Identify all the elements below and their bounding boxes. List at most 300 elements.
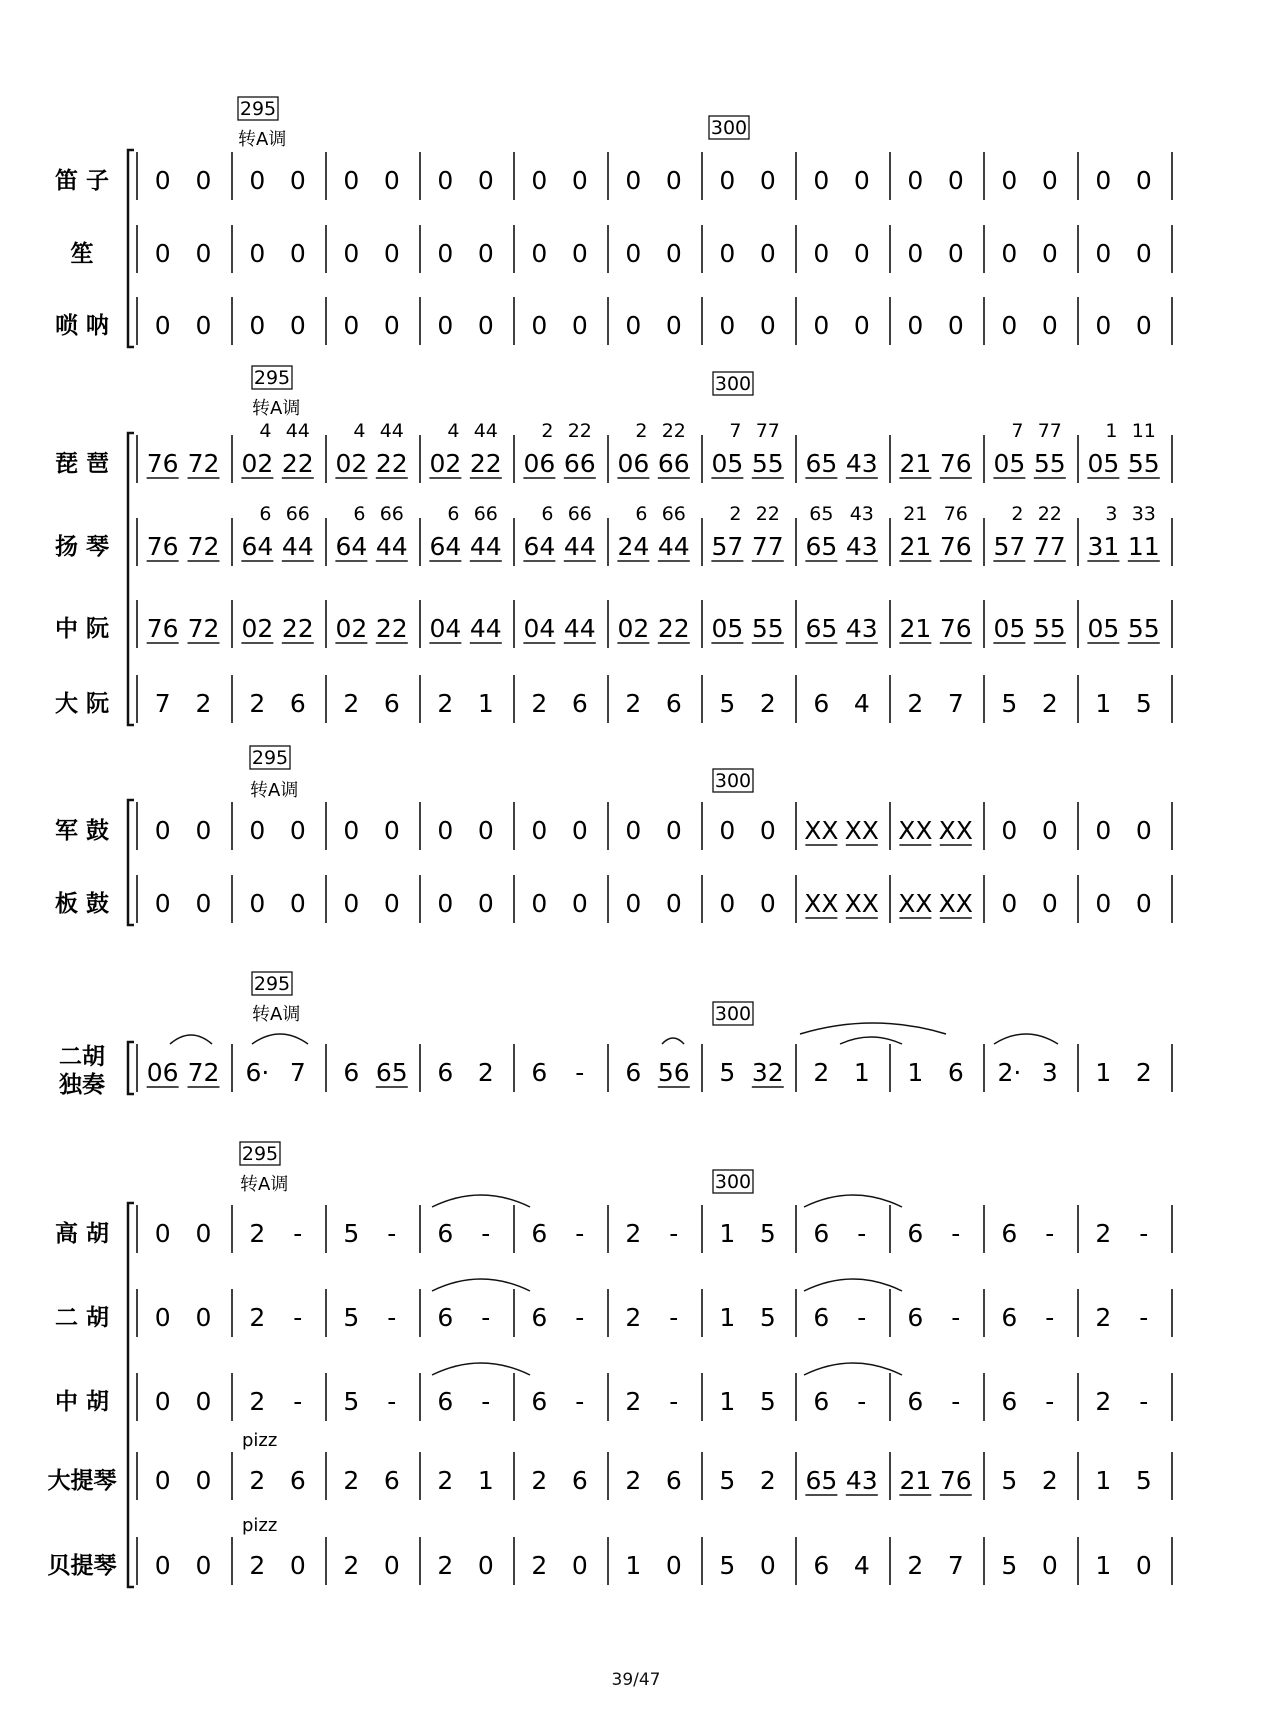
note: XX — [804, 889, 839, 918]
note: - — [293, 1219, 303, 1248]
chord-upper-note: 33 — [1131, 503, 1156, 525]
note: 0 — [477, 311, 494, 340]
note: 0 — [531, 889, 548, 918]
chord-upper-note: 66 — [473, 503, 498, 525]
system-solo — [59, 1004, 1172, 1098]
note: 02 — [241, 614, 274, 643]
note: 43 — [845, 449, 878, 478]
note: 0 — [665, 816, 682, 845]
note: 0 — [907, 166, 924, 195]
slur-line — [840, 1037, 902, 1044]
note: 6 — [531, 1387, 548, 1416]
note: 2 — [625, 1303, 642, 1332]
note: 2 — [625, 1387, 642, 1416]
note: 5 — [343, 1387, 360, 1416]
note: 6 — [625, 1058, 642, 1087]
note: 0 — [154, 816, 171, 845]
note: 5 — [759, 1387, 776, 1416]
note: 6 — [665, 689, 682, 718]
chord-upper-note: 76 — [943, 503, 968, 525]
note: - — [669, 1303, 679, 1332]
note: 43 — [845, 532, 878, 561]
note: 6 — [1001, 1387, 1018, 1416]
rehearsal-number: 300 — [714, 770, 752, 792]
note: 4 — [853, 689, 870, 718]
note: 0 — [437, 889, 454, 918]
note: 0 — [625, 239, 642, 268]
note: 7 — [947, 1551, 964, 1580]
slur-line — [800, 1023, 946, 1034]
note: XX — [898, 889, 933, 918]
note: 0 — [1095, 816, 1112, 845]
chord-upper-note: 4 — [447, 420, 460, 442]
chord-upper-note: 44 — [285, 420, 310, 442]
note: 0 — [665, 1551, 682, 1580]
slur-line — [252, 1034, 308, 1044]
pizz-mark: pizz — [242, 1515, 278, 1536]
note: 1 — [907, 1058, 924, 1087]
note: 0 — [759, 816, 776, 845]
staff-row — [55, 1289, 1172, 1337]
system-bracket — [128, 1203, 134, 1587]
note: 0 — [571, 166, 588, 195]
note: 43 — [845, 614, 878, 643]
slur-line — [804, 1363, 902, 1375]
slur-line — [432, 1195, 530, 1207]
note: 0 — [477, 166, 494, 195]
chord-upper-note: 3 — [1105, 503, 1118, 525]
staff-row — [59, 1043, 1172, 1098]
note: 0 — [343, 311, 360, 340]
note: 0 — [154, 311, 171, 340]
note: 0 — [571, 311, 588, 340]
system-bracket — [128, 1042, 134, 1094]
note: 5 — [1001, 1551, 1018, 1580]
note: 7 — [289, 1058, 306, 1087]
note: 4 — [853, 1551, 870, 1580]
chord-upper-note: 1 — [1105, 420, 1118, 442]
chord-upper-note: 2 — [729, 503, 742, 525]
note: 0 — [719, 239, 736, 268]
note: 65 — [805, 449, 838, 478]
note: 2 — [531, 689, 548, 718]
note: 0 — [195, 1219, 212, 1248]
note: 0 — [1001, 816, 1018, 845]
instrument-name: 扬 琴 — [54, 534, 110, 560]
chord-upper-note: 7 — [1011, 420, 1024, 442]
system-bracket — [128, 800, 134, 925]
rehearsal-mark-295 — [252, 972, 292, 995]
staff-row — [55, 297, 1172, 345]
note: 0 — [195, 166, 212, 195]
instrument-name: 军 鼓 — [54, 818, 110, 844]
chord-upper-note: 6 — [541, 503, 554, 525]
note: 0 — [289, 816, 306, 845]
note: 0 — [1135, 1551, 1152, 1580]
note: - — [481, 1219, 491, 1248]
chord-upper-note: 2 — [1011, 503, 1024, 525]
note: 2 — [531, 1466, 548, 1495]
note: 06 — [146, 1058, 179, 1087]
note: 2 — [195, 689, 212, 718]
note: 72 — [187, 614, 220, 643]
instrument-name: 贝提琴 — [47, 1553, 117, 1579]
note: 0 — [383, 889, 400, 918]
note: 0 — [1001, 889, 1018, 918]
note: 0 — [249, 816, 266, 845]
staff-row — [71, 225, 1173, 273]
note: 21 — [899, 1466, 932, 1495]
key-change-mark: 转A调 — [240, 1174, 289, 1195]
note: 0 — [154, 1551, 171, 1580]
note: 2 — [1135, 1058, 1152, 1087]
note: 0 — [195, 1466, 212, 1495]
staff-row — [55, 802, 1172, 850]
rehearsal-number: 300 — [714, 373, 752, 395]
note: 55 — [1127, 614, 1160, 643]
note: - — [1045, 1303, 1055, 1332]
note: 2 — [1095, 1387, 1112, 1416]
note: 5 — [719, 1058, 736, 1087]
note: 0 — [249, 889, 266, 918]
note: 02 — [617, 614, 650, 643]
note: 0 — [343, 889, 360, 918]
note: - — [951, 1387, 961, 1416]
note: 6 — [343, 1058, 360, 1087]
note: 2 — [1041, 689, 1058, 718]
rehearsal-number: 295 — [241, 1143, 279, 1165]
instrument-name: 中 胡 — [54, 1389, 110, 1415]
note: - — [293, 1303, 303, 1332]
note: 0 — [195, 1303, 212, 1332]
note: 02 — [335, 449, 368, 478]
note: 65 — [805, 532, 838, 561]
note: 0 — [195, 239, 212, 268]
note: 0 — [1135, 166, 1152, 195]
note: 0 — [383, 1551, 400, 1580]
note: 5 — [1135, 1466, 1152, 1495]
note: 44 — [563, 614, 596, 643]
staff-row — [48, 1452, 1173, 1500]
note: 0 — [195, 311, 212, 340]
note: - — [481, 1303, 491, 1332]
rehearsal-mark-300 — [713, 1170, 753, 1193]
note: 0 — [289, 889, 306, 918]
note: 0 — [154, 1387, 171, 1416]
note: 22 — [375, 449, 408, 478]
note: 3 — [1041, 1058, 1058, 1087]
note: - — [1045, 1387, 1055, 1416]
note: - — [575, 1387, 585, 1416]
note: 6· — [245, 1058, 270, 1087]
note: 0 — [477, 889, 494, 918]
note: 0 — [154, 1219, 171, 1248]
note: 5 — [759, 1219, 776, 1248]
note: XX — [804, 816, 839, 845]
note: 6 — [813, 1219, 830, 1248]
slur-line — [170, 1035, 212, 1044]
note: 0 — [1095, 166, 1112, 195]
note: 76 — [939, 449, 972, 478]
note: - — [951, 1303, 961, 1332]
note: 21 — [899, 449, 932, 478]
chord-upper-note: 6 — [259, 503, 272, 525]
note: - — [387, 1303, 397, 1332]
note: 56 — [657, 1058, 690, 1087]
note: 0 — [719, 311, 736, 340]
note: 2 — [437, 1551, 454, 1580]
note: 2 — [1095, 1303, 1112, 1332]
chord-upper-note: 22 — [661, 420, 686, 442]
rehearsal-number: 295 — [253, 367, 291, 389]
note: 6 — [813, 1303, 830, 1332]
note: 2 — [759, 1466, 776, 1495]
rehearsal-number: 295 — [239, 98, 277, 120]
note: 0 — [1095, 239, 1112, 268]
note: 1 — [853, 1058, 870, 1087]
note: 2 — [343, 1551, 360, 1580]
note: 2· — [997, 1058, 1022, 1087]
note: 6 — [947, 1058, 964, 1087]
chord-upper-note: 66 — [379, 503, 404, 525]
note: 6 — [1001, 1303, 1018, 1332]
note: 2 — [343, 689, 360, 718]
note: - — [857, 1387, 867, 1416]
note: 0 — [1135, 816, 1152, 845]
note: 44 — [281, 532, 314, 561]
note: XX — [938, 889, 973, 918]
staff-row — [55, 420, 1172, 483]
note: - — [857, 1219, 867, 1248]
note: 0 — [289, 1551, 306, 1580]
chord-upper-note: 4 — [259, 420, 272, 442]
note: 31 — [1087, 532, 1120, 561]
note: 6 — [571, 689, 588, 718]
note: 32 — [751, 1058, 784, 1087]
note: 44 — [375, 532, 408, 561]
note: 57 — [993, 532, 1026, 561]
note: 0 — [1001, 239, 1018, 268]
note: 64 — [335, 532, 368, 561]
note: 2 — [437, 1466, 454, 1495]
note: 0 — [289, 166, 306, 195]
note: 0 — [437, 311, 454, 340]
rehearsal-mark-295 — [252, 366, 292, 389]
note: 7 — [154, 689, 171, 718]
note: 5 — [343, 1219, 360, 1248]
note: 0 — [383, 311, 400, 340]
note: 0 — [571, 239, 588, 268]
note: 0 — [531, 239, 548, 268]
note: 64 — [523, 532, 556, 561]
note: 0 — [853, 311, 870, 340]
note: XX — [898, 816, 933, 845]
note: 6 — [907, 1387, 924, 1416]
note: 6 — [383, 689, 400, 718]
note: 6 — [531, 1058, 548, 1087]
note: - — [575, 1058, 585, 1087]
note: 0 — [383, 816, 400, 845]
note: 44 — [657, 532, 690, 561]
note: 0 — [249, 239, 266, 268]
chord-upper-note: 65 — [809, 503, 834, 525]
rehearsal-mark-300 — [709, 116, 749, 139]
note: 0 — [1041, 889, 1058, 918]
note: 6 — [531, 1303, 548, 1332]
note: 76 — [939, 532, 972, 561]
note: 2 — [625, 689, 642, 718]
note: 0 — [154, 239, 171, 268]
note: 11 — [1127, 532, 1160, 561]
system-plucked — [55, 398, 1172, 725]
note: 0 — [625, 166, 642, 195]
rehearsal-mark-295 — [240, 1142, 280, 1165]
rehearsal-number: 300 — [710, 117, 748, 139]
chord-upper-note: 21 — [903, 503, 928, 525]
note: 21 — [899, 532, 932, 561]
note: 0 — [625, 816, 642, 845]
slur-line — [994, 1034, 1058, 1044]
note: 6 — [813, 1387, 830, 1416]
note: 0 — [289, 239, 306, 268]
note: 0 — [383, 166, 400, 195]
note: 2 — [437, 689, 454, 718]
note: 0 — [437, 816, 454, 845]
note: 0 — [249, 166, 266, 195]
note: 22 — [375, 614, 408, 643]
note: 0 — [759, 166, 776, 195]
chord-upper-note: 22 — [567, 420, 592, 442]
note: 0 — [1135, 311, 1152, 340]
note: 0 — [853, 239, 870, 268]
note: 0 — [531, 816, 548, 845]
note: 76 — [146, 532, 179, 561]
note: 76 — [939, 614, 972, 643]
note: 6 — [531, 1219, 548, 1248]
note: 2 — [907, 1551, 924, 1580]
note: 55 — [1127, 449, 1160, 478]
note: 55 — [751, 449, 784, 478]
note: XX — [844, 889, 879, 918]
staff-row — [55, 675, 1172, 723]
note: 0 — [154, 166, 171, 195]
chord-upper-note: 22 — [1037, 503, 1062, 525]
rehearsal-mark-300 — [713, 769, 753, 792]
note: 0 — [154, 1466, 171, 1495]
note: 1 — [477, 689, 494, 718]
note: 2 — [531, 1551, 548, 1580]
system-bracket — [128, 433, 134, 725]
note: 2 — [759, 689, 776, 718]
note: 1 — [719, 1219, 736, 1248]
instrument-name: 笙 — [70, 241, 94, 267]
note: 0 — [477, 1551, 494, 1580]
instrument-name: 大提琴 — [47, 1468, 117, 1494]
instrument-name: 唢 呐 — [54, 313, 110, 339]
note: 02 — [241, 449, 274, 478]
note: 0 — [719, 816, 736, 845]
rehearsal-number: 300 — [714, 1171, 752, 1193]
note: 0 — [249, 311, 266, 340]
note: 66 — [563, 449, 596, 478]
instrument-name: 二 胡 — [54, 1305, 110, 1331]
note: 1 — [719, 1387, 736, 1416]
note: - — [481, 1387, 491, 1416]
page-number: 39/47 — [611, 1670, 661, 1690]
note: 05 — [711, 614, 744, 643]
rehearsal-mark-295 — [238, 97, 278, 120]
note: 05 — [1087, 614, 1120, 643]
note: 2 — [249, 1466, 266, 1495]
chord-upper-note: 2 — [541, 420, 554, 442]
slur-line — [804, 1279, 902, 1291]
instrument-name: 笛 子 — [54, 168, 110, 194]
system-bowed — [48, 1174, 1173, 1587]
chord-upper-note: 6 — [353, 503, 366, 525]
note: - — [575, 1219, 585, 1248]
note: XX — [938, 816, 973, 845]
note: 6 — [289, 1466, 306, 1495]
note: 57 — [711, 532, 744, 561]
rehearsal-mark-300 — [713, 1002, 753, 1025]
note: 65 — [375, 1058, 408, 1087]
note: 0 — [759, 311, 776, 340]
system-bracket — [128, 150, 134, 347]
note: 44 — [469, 532, 502, 561]
note: - — [1139, 1303, 1149, 1332]
note: 5 — [1001, 689, 1018, 718]
note: 0 — [531, 311, 548, 340]
note: 0 — [1041, 311, 1058, 340]
note: 2 — [249, 1551, 266, 1580]
rehearsal-mark-300 — [713, 372, 753, 395]
note: 1 — [1095, 1551, 1112, 1580]
chord-upper-note: 6 — [635, 503, 648, 525]
instrument-name: 大 阮 — [54, 691, 110, 717]
note: - — [575, 1303, 585, 1332]
instrument-name: 板 鼓 — [54, 891, 110, 917]
staff-row — [55, 503, 1172, 566]
note: 0 — [343, 816, 360, 845]
note: 02 — [429, 449, 462, 478]
note: 0 — [947, 311, 964, 340]
note: 0 — [343, 239, 360, 268]
note: 06 — [617, 449, 650, 478]
staff-row — [55, 1373, 1172, 1421]
note: 0 — [154, 889, 171, 918]
note: 0 — [343, 166, 360, 195]
note: 0 — [195, 816, 212, 845]
chord-upper-note: 2 — [635, 420, 648, 442]
note: 22 — [657, 614, 690, 643]
note: 21 — [899, 614, 932, 643]
instrument-name: 二胡 — [59, 1044, 105, 1070]
note: 0 — [665, 239, 682, 268]
note: 6 — [437, 1303, 454, 1332]
note: 04 — [523, 614, 556, 643]
note: - — [1045, 1219, 1055, 1248]
note: 0 — [813, 166, 830, 195]
chord-upper-note: 7 — [729, 420, 742, 442]
note: 0 — [1135, 889, 1152, 918]
note: - — [1139, 1219, 1149, 1248]
note: 64 — [429, 532, 462, 561]
note: 1 — [1095, 1058, 1112, 1087]
note: 6 — [907, 1219, 924, 1248]
slur-line — [804, 1195, 902, 1207]
rehearsal-number: 300 — [714, 1003, 752, 1025]
note: 1 — [477, 1466, 494, 1495]
